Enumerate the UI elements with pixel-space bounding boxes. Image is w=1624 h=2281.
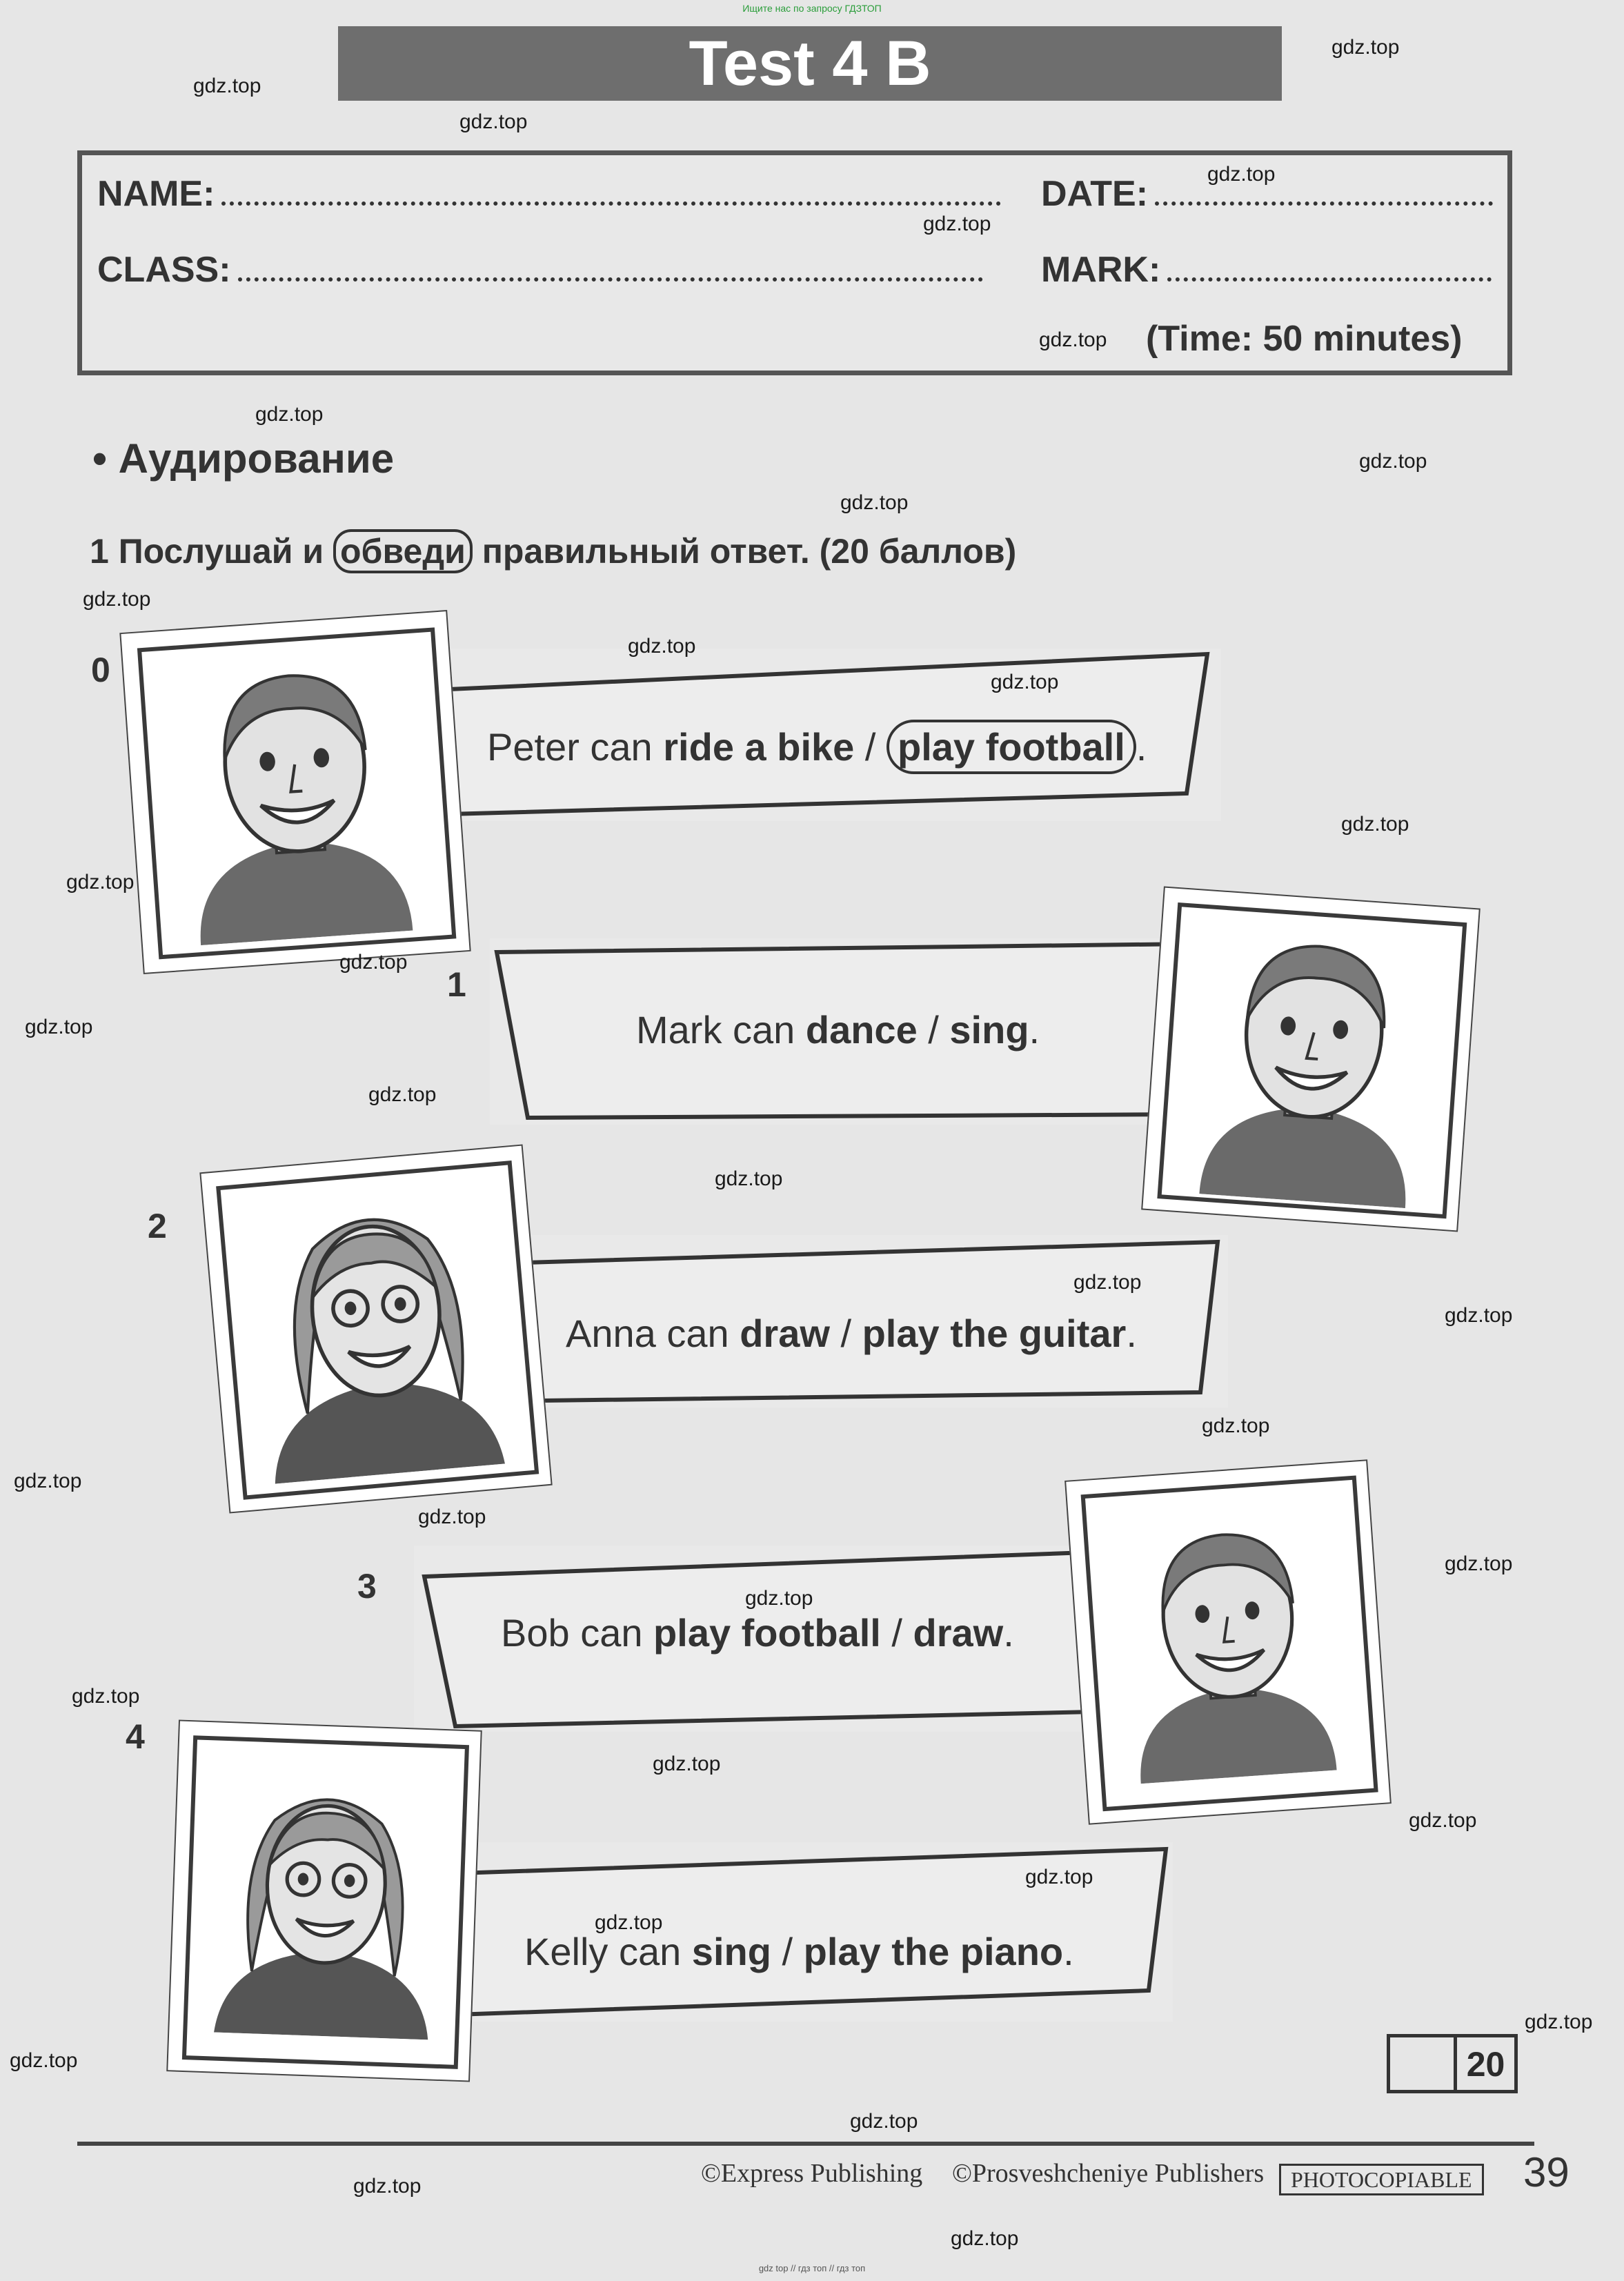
task-text-after: правильный ответ. (20 баллов) [482, 532, 1017, 571]
watermark: gdz.top [1359, 450, 1427, 473]
option-play-football[interactable]: play football [653, 1611, 881, 1655]
section-title: • Аудирование [92, 435, 395, 482]
photo-frame-peter [119, 610, 471, 974]
score-total: 20 [1466, 2045, 1505, 2084]
sentence-0 [487, 724, 1147, 769]
option-play-the-guitar[interactable]: play the guitar [862, 1312, 1127, 1355]
option-separator: / [917, 1008, 950, 1051]
option-separator: / [880, 1611, 913, 1655]
boy-portrait-mark [1162, 907, 1463, 1214]
watermark: gdz.top [83, 588, 151, 611]
option-dance[interactable]: dance [805, 1008, 918, 1051]
sentence-4 [524, 1929, 1074, 1974]
mark-field[interactable] [1167, 272, 1492, 282]
date-label: DATE: [1041, 174, 1149, 214]
watermark: gdz.top [353, 2175, 422, 2198]
watermark: gdz.top [850, 2110, 918, 2133]
boy-portrait-peter [141, 632, 452, 955]
item-number-2: 2 [148, 1207, 167, 1245]
watermark: gdz.top [715, 1167, 783, 1190]
photo-frame-mark [1141, 887, 1481, 1232]
watermark: gdz.top [628, 635, 696, 658]
boy-portrait-bob [1085, 1480, 1374, 1807]
sentence-end: . [1003, 1611, 1014, 1655]
test-title: Test 4 B [338, 26, 1282, 101]
watermark: gdz.top [1073, 1271, 1142, 1294]
sentence-3 [501, 1610, 1014, 1655]
photo-frame-kelly [166, 1719, 482, 2082]
photo-border [1157, 902, 1467, 1218]
student-info-box [77, 150, 1512, 375]
sentence-end: . [1029, 1008, 1040, 1051]
watermark: gdz.top [25, 1016, 93, 1038]
copyright-express: ©Express Publishing [701, 2159, 923, 2188]
sentence-4-subject: Kelly can [524, 1930, 692, 1973]
option-separator: / [829, 1312, 862, 1355]
footer-divider [77, 2142, 1534, 2146]
watermark: gdz.top [653, 1752, 721, 1775]
watermark: gdz.top [840, 491, 909, 514]
time-limit: (Time: 50 minutes) [1146, 319, 1463, 359]
task-number: 1 [90, 532, 109, 571]
watermark: gdz.top [1025, 1866, 1093, 1888]
name-row [97, 173, 1001, 215]
watermark: gdz.top [923, 213, 991, 235]
option-sing[interactable]: sing [949, 1008, 1029, 1051]
copyright-prosveshcheniye: ©Prosveshcheniye Publishers [952, 2159, 1265, 2188]
watermark: gdz.top [595, 1911, 663, 1934]
option-draw[interactable]: draw [740, 1312, 830, 1355]
page-number: 39 [1523, 2149, 1569, 2195]
option-draw[interactable]: draw [913, 1611, 1004, 1655]
watermark: gdz.top [1445, 1552, 1513, 1575]
option-separator: / [771, 1930, 804, 1973]
watermark: gdz.top [1202, 1414, 1270, 1437]
item-number-0: 0 [91, 651, 110, 689]
watermark: gdz.top [66, 871, 135, 893]
photo-frame-anna [199, 1144, 552, 1513]
photo-frame-bob [1064, 1459, 1392, 1824]
mark-label: MARK: [1041, 250, 1161, 290]
task-text-before: Послушай и [118, 532, 324, 571]
watermark: gdz.top [72, 1685, 140, 1708]
score-box [1387, 2034, 1518, 2093]
task-instruction [90, 531, 1016, 571]
option-play-the-piano[interactable]: play the piano [803, 1930, 1064, 1973]
class-row [97, 249, 983, 290]
sentence-2-subject: Anna can [566, 1312, 740, 1355]
photo-border [137, 627, 456, 959]
task-circled-word: обведи [333, 529, 473, 573]
watermark: gdz.top [459, 110, 528, 133]
name-field[interactable] [221, 196, 1001, 206]
photocopiable-label [1279, 2164, 1484, 2194]
score-input-cell[interactable] [1390, 2037, 1457, 2090]
sentence-end: . [1126, 1312, 1137, 1355]
item-number-1: 1 [447, 965, 466, 1004]
photo-border [182, 1735, 469, 2069]
watermark: gdz.top [10, 2049, 78, 2072]
watermark: gdz.top [339, 951, 408, 974]
sentence-end: . [1063, 1930, 1074, 1973]
watermark: gdz.top [745, 1587, 813, 1610]
photo-border [216, 1161, 539, 1500]
sentence-3-subject: Bob can [501, 1611, 654, 1655]
watermark: gdz.top [368, 1083, 437, 1106]
item-number-3: 3 [357, 1567, 377, 1606]
girl-portrait-kelly [186, 1739, 465, 2064]
sentence-0-subject: Peter can [487, 725, 664, 769]
watermark: gdz.top [1207, 163, 1276, 186]
sentence-end: . [1136, 725, 1147, 769]
name-label: NAME: [97, 174, 215, 214]
watermark: gdz.top [1331, 36, 1400, 59]
girl-portrait-anna [221, 1165, 535, 1495]
top-note: Ищите нас по запросу ГДЗТОП [742, 3, 882, 14]
class-field[interactable] [238, 272, 983, 282]
photocopiable-text: PHOTOCOPIABLE [1279, 2164, 1484, 2195]
watermark: gdz.top [991, 671, 1059, 693]
watermark: gdz.top [14, 1470, 82, 1492]
watermark: gdz.top [1525, 2011, 1593, 2033]
item-number-4: 4 [126, 1717, 145, 1756]
sentence-2 [566, 1311, 1137, 1356]
date-field[interactable] [1155, 196, 1493, 206]
watermark: gdz.top [1039, 328, 1107, 351]
watermark: gdz.top [1341, 813, 1409, 836]
watermark: gdz.top [1445, 1304, 1513, 1327]
watermark: gdz.top [255, 403, 324, 426]
option-ride-a-bike[interactable]: ride a bike [663, 725, 855, 769]
watermark: gdz.top [193, 75, 261, 97]
watermark: gdz.top [951, 2227, 1019, 2250]
option-separator: / [854, 725, 887, 769]
photo-border [1081, 1475, 1378, 1811]
watermark: gdz.top [1409, 1809, 1477, 1832]
sentence-1-subject: Mark can [636, 1008, 806, 1051]
bottom-note: gdz top // гдз топ // гдз топ [758, 2263, 866, 2273]
sentence-1 [636, 1007, 1040, 1052]
watermark: gdz.top [418, 1505, 486, 1528]
class-label: CLASS: [97, 250, 231, 290]
mark-row [1041, 249, 1492, 290]
option-play-football-circled[interactable]: play football [887, 720, 1136, 774]
option-sing[interactable]: sing [691, 1930, 771, 1973]
